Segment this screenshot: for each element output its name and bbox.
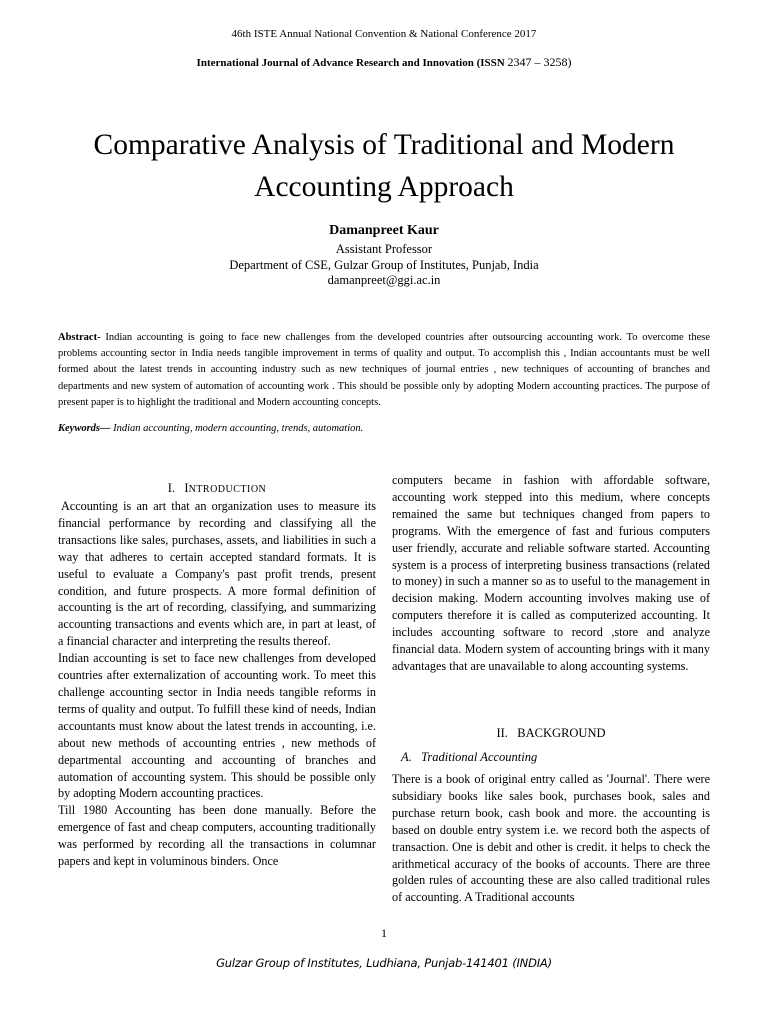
author-affiliation bbox=[0, 242, 768, 289]
journal-issn: 2347 – 3258) bbox=[507, 55, 572, 69]
section-heading-background: II. BACKGROUND bbox=[496, 726, 606, 740]
left-column bbox=[58, 498, 376, 870]
intro-paragraph-3: Till 1980 Accounting has been done manually. Before the emergence of fast and cheap computers, accounting traditionally was performed by recording all the transactions in columnar papers and kept in voluminous binders. Once bbox=[58, 803, 376, 869]
paper-title-line-1: Comparative Analysis of Traditional and Modern bbox=[93, 129, 675, 161]
abstract-text: Indian accounting is going to face new challenges from the developed countries after outsourcing accounting work. To overcome these problems accounting sector in India needs tangible improvement in terms of quality and output. To accomplish this , Indian accountants must be well formed about the latest trends in accounting industry such as new techniques of journal entries , new techniques of accounting of branches and departments and new system of automation of accounting work . This should be possible only by adopting Modern accounting practices. The purpose of present paper is to highlight the traditional and Modern accounting concepts. bbox=[58, 332, 710, 408]
abstract bbox=[58, 330, 710, 411]
background-paragraph: There is a book of original entry called as 'Journal'. There were subsidiary books like sales book, purchases book, sales and purchase return book, cash book and more. the accounting is based on double entry system i.e. we record both the aspects of transaction. One is debit and other is credit. it helps to check the arithmetical accuracy of the books of accounts. There are three golden rules of accounting these are also called traditional rules of accounting. A Traditional accounts bbox=[392, 772, 710, 905]
keywords-text: Indian accounting, modern accounting, trends, automation. bbox=[110, 423, 364, 434]
journal-name: International Journal of Advance Research and Innovation (ISSN bbox=[196, 57, 505, 69]
right-column-intro bbox=[392, 472, 710, 675]
right-column-background bbox=[392, 771, 710, 906]
section-heading-introduction bbox=[58, 481, 376, 496]
page-footer: Gulzar Group of Institutes, Ludhiana, Punjab-141401 (INDIA) bbox=[216, 956, 552, 970]
author-email: damanpreet@ggi.ac.in bbox=[327, 273, 441, 287]
paper-title bbox=[40, 124, 728, 208]
section-number: I. bbox=[167, 481, 176, 495]
conference-header: 46th ISTE Annual National Convention & National Conference 2017 bbox=[231, 28, 537, 40]
intro-continuation: computers became in fashion with affordable software, accounting work stepped into this medium, where concepts remained the same but techniques changed from papers to programs. With the emergence of fast and furious computers user friendly, accurate and reliable software started. Accounting system is a process of interpreting business transactions (related to money) in such a manner so as to useful to the management in decision making. Modern accounting involves making use of computers therefore it is called as computerized accounting. It includes accounting software to record ,store and analyze financial data. Modern system of accounting brings with it many advantages that are unavailable to along accounting systems. bbox=[392, 473, 710, 673]
author-department: Department of CSE, Gulzar Group of Institutes, Punjab, India bbox=[229, 257, 539, 272]
keywords bbox=[58, 423, 710, 434]
paper-title-line-2: Accounting Approach bbox=[254, 171, 514, 203]
author-position: Assistant Professor bbox=[335, 242, 433, 256]
intro-paragraph-1: Accounting is an art that an organization uses to measure its financial performance by recording and classifying all the transactions like sales, purchases, assets, and liabilities in such a way that adheres to certain accepted standard formats. It is useful to evaluate a Company's past profit trends, present condition, and future prospects. A more formal definition of accounting is the art of recording, classifying, and summarizing accounting transactions and events which are, in part at least, of a financial character and interpreting the results thereof. bbox=[58, 499, 376, 649]
section-initial: I bbox=[184, 481, 189, 495]
section-title-smallcaps: NTRODUCTION bbox=[188, 484, 267, 495]
abstract-label: Abstract- bbox=[58, 332, 101, 343]
author-name: Damanpreet Kaur bbox=[329, 223, 439, 238]
intro-paragraph-2: Indian accounting is set to face new challenges from developed countries after externalization of accounting work. To meet this challenge accounting sector in India needs tangible reforms in terms of quality and output. To fulfill these kind of needs, Indian accountants must know about the latest trends in accounting, i.e. about new methods of accounting entries , new methods of departmental accounting and accounting of branches and automation of accounting system. This should be possible only by adopting Modern accounting practices. bbox=[58, 651, 376, 801]
page-number: 1 bbox=[381, 926, 387, 940]
journal-header bbox=[0, 55, 768, 70]
keywords-label: Keywords— bbox=[58, 423, 111, 434]
subsection-heading-traditional: A. Traditional Accounting bbox=[401, 750, 538, 764]
